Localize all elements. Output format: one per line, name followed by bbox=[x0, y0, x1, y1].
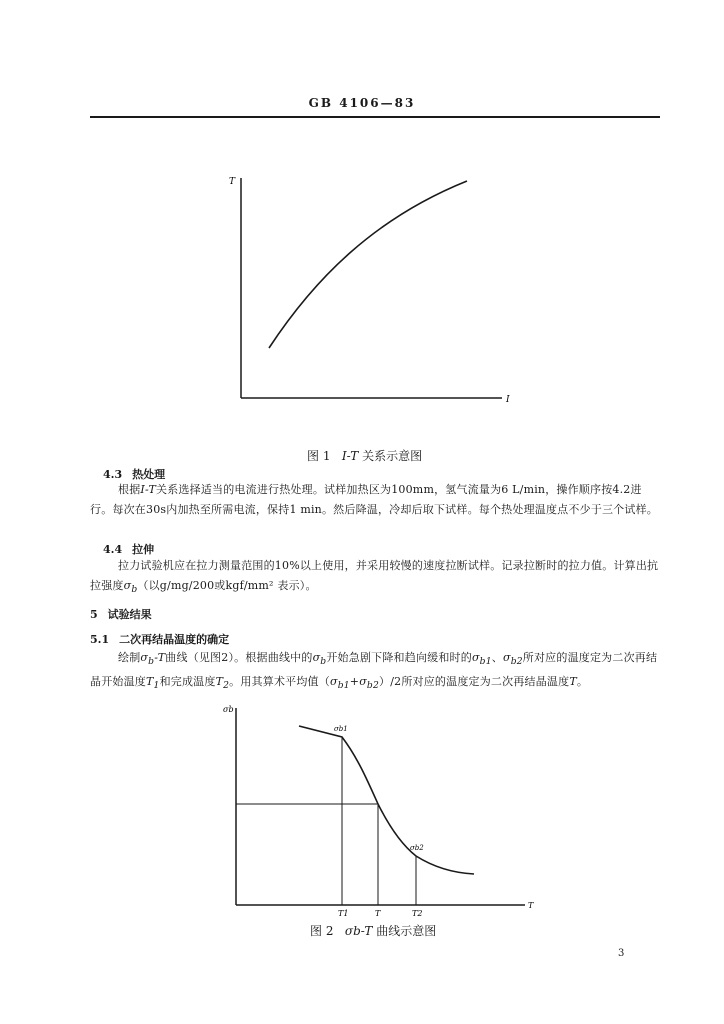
fig2-x-tick-t: T bbox=[375, 909, 381, 918]
s44-sigma-symbol: $\sigma_b$ bbox=[123, 579, 138, 596]
s43-text-b: 关系选择适当的电流进行热处理。试样加热区为100mm，氢气流量为6 L/min，操作顺序按4.2进行。每次在30s内加热至所需电流，保持1 min。然后降温，冷却后取下试样。每个热处理温度点不少于三个试样。 bbox=[90, 483, 658, 516]
fig2-y-label: σb bbox=[223, 705, 234, 714]
s43-text-a: 根据 bbox=[118, 483, 141, 496]
fig1-caption-symbol: I-T bbox=[341, 449, 359, 463]
section-4-3-title: 热处理 bbox=[132, 468, 166, 481]
figure-2-caption bbox=[310, 922, 436, 939]
fig1-caption-num: 图 1 bbox=[307, 449, 331, 463]
s51-sigma-b2: $\sigma_{b2}$ bbox=[502, 651, 523, 668]
s51-sigma-t: $\sigma_b-T$ bbox=[140, 651, 166, 668]
section-4-4-paragraph bbox=[90, 556, 660, 600]
s44-text-b: （以g/mg/200或kgf/mm² 表示）。 bbox=[137, 579, 317, 592]
s51-sum-expr: $\sigma_{b1}+\sigma_{b2}$ bbox=[329, 675, 380, 692]
fig2-x-tick-t1: T1 bbox=[338, 909, 349, 918]
section-4-4-title: 拉伸 bbox=[132, 543, 155, 556]
fig1-y-label: T bbox=[229, 177, 236, 187]
section-5-heading bbox=[90, 606, 152, 622]
figure-2-diagram bbox=[210, 700, 550, 920]
fig2-caption-text: 曲线示意图 bbox=[376, 924, 437, 938]
section-5-1-title: 二次再结晶温度的确定 bbox=[119, 633, 230, 646]
fig1-caption-text: 关系示意图 bbox=[362, 449, 423, 463]
section-4-3-number: 4.3 bbox=[103, 468, 123, 481]
s51-text-5: 所对应的温度定为二次再结晶开始温度 bbox=[90, 651, 658, 689]
s51-text-4: 、 bbox=[491, 651, 503, 664]
s43-symbol: I-T bbox=[140, 483, 157, 496]
s51-text-9: 。 bbox=[576, 675, 589, 689]
section-5-1-paragraph bbox=[90, 648, 660, 696]
section-5-number: 5 bbox=[90, 608, 98, 621]
s51-t-symbol: T bbox=[569, 675, 577, 689]
fig2-x-label: T bbox=[528, 901, 534, 910]
section-5-1-number: 5.1 bbox=[90, 633, 110, 646]
standard-header: GB 4106—83 bbox=[308, 96, 416, 110]
fig2-caption-symbol: σb-T bbox=[344, 924, 373, 938]
s51-sigma-b1: $\sigma_{b1}$ bbox=[471, 651, 492, 668]
figure-1-diagram bbox=[220, 168, 520, 408]
s51-text-8: ）/2所对应的温度定为二次再结晶温度 bbox=[379, 675, 570, 689]
figure-1-caption bbox=[307, 447, 422, 464]
s51-sigma: $\sigma_b$ bbox=[312, 651, 327, 668]
s51-t2-symbol: $T_2$ bbox=[215, 675, 230, 692]
fig2-sigma-t-curve bbox=[299, 726, 474, 874]
s51-text-7: 。用其算术平均值（ bbox=[229, 675, 330, 689]
s51-text-1: 绘制 bbox=[118, 651, 141, 664]
fig2-x-tick-t2: T2 bbox=[412, 909, 423, 918]
section-5-1-heading bbox=[90, 631, 229, 647]
s51-t1-symbol: $T_1$ bbox=[146, 675, 160, 692]
fig2-sigma-b2-label: σb2 bbox=[410, 844, 424, 852]
fig1-i-t-curve bbox=[269, 181, 467, 348]
section-4-4-heading bbox=[103, 541, 154, 557]
section-4-4-number: 4.4 bbox=[103, 543, 123, 556]
s44-text-a: 拉力试验机应在拉力测量范围的10%以上使用，并采用较慢的速度拉断试样。记录拉断时的拉力值。计算出抗拉强度 bbox=[90, 559, 659, 592]
fig2-caption-num: 图 2 bbox=[310, 924, 334, 938]
header-rule bbox=[90, 116, 660, 118]
s51-text-2: 曲线（见图2）。根据曲线中的 bbox=[165, 651, 313, 664]
page-number: 3 bbox=[618, 948, 625, 959]
section-5-title: 试验结果 bbox=[107, 608, 152, 621]
section-4-3-paragraph bbox=[90, 480, 660, 520]
s51-text-6: 和完成温度 bbox=[159, 675, 216, 689]
fig1-x-label: I bbox=[506, 395, 510, 405]
fig2-sigma-b1-label: σb1 bbox=[334, 725, 348, 733]
s51-text-3: 开始急剧下降和趋向缓和时的 bbox=[326, 651, 472, 664]
